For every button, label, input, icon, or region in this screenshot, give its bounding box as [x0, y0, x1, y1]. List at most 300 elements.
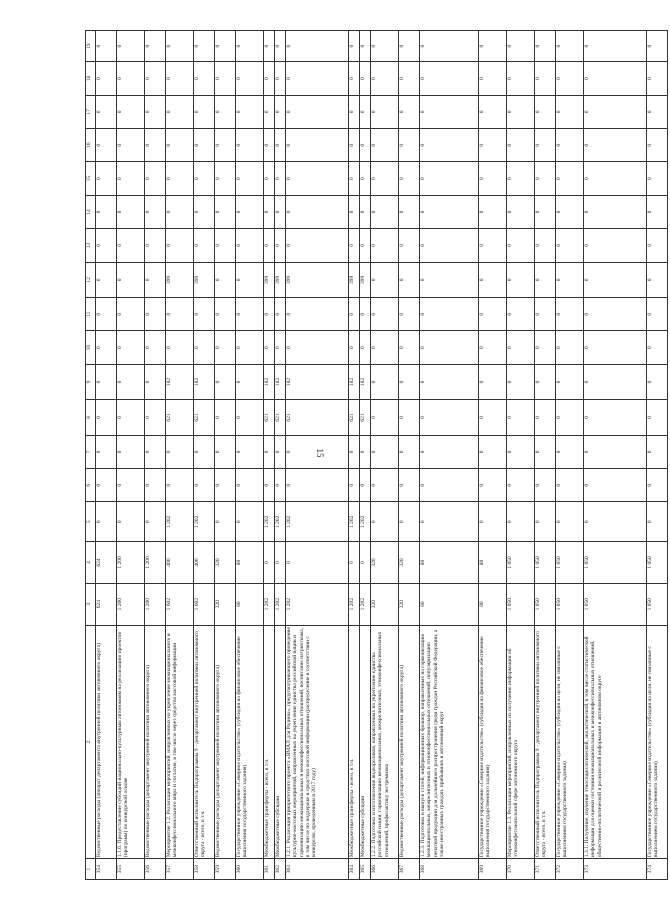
value-cell: 0 — [584, 229, 647, 262]
value-cell: 0 — [349, 435, 360, 468]
value-cell: 0 — [371, 298, 399, 331]
value-cell: 0 — [286, 298, 349, 331]
value-cell: 0 — [556, 364, 584, 399]
header-row — [86, 31, 96, 880]
row-description: Государственное учреждение «Северное издательство» (субсидия на цели, не связанные с выполнением государственного задания) — [647, 625, 668, 859]
value-cell: 0 — [507, 262, 535, 297]
value-cell: 0 — [371, 162, 399, 195]
value-cell: 0 — [371, 62, 399, 95]
value-cell: 0 — [507, 400, 535, 435]
value-cell: 0 — [96, 331, 117, 364]
value-cell: 0 — [535, 364, 556, 399]
value-cell: 0 — [215, 95, 236, 128]
value-cell: 0 — [166, 229, 194, 262]
value-cell: 0 — [556, 262, 584, 297]
value-cell: 182 — [194, 364, 215, 399]
value-cell: 0 — [479, 435, 507, 468]
table-row — [236, 31, 264, 880]
value-cell: 0 — [360, 62, 371, 95]
value-cell: 0 — [275, 95, 286, 128]
value-cell: 0 — [117, 31, 145, 62]
value-cell: 0 — [507, 364, 535, 399]
value-cell: 1 602 — [166, 583, 194, 625]
value-cell: 80 — [236, 542, 264, 584]
row-number: 369 — [479, 859, 507, 880]
value-cell: 0 — [479, 62, 507, 95]
value-cell: 0 — [399, 502, 420, 542]
value-cell: 0 — [371, 262, 399, 297]
value-cell: 0 — [647, 95, 668, 128]
value-cell: 0 — [507, 331, 535, 364]
value-cell: 0 — [117, 364, 145, 399]
value-cell: 0 — [166, 195, 194, 228]
column-header: 17 — [86, 95, 96, 128]
value-cell: 0 — [399, 62, 420, 95]
value-cell: 80 — [479, 583, 507, 625]
value-cell: 0 — [264, 542, 275, 584]
budget-table — [85, 30, 668, 880]
row-number: 370 — [507, 859, 535, 880]
value-cell: 0 — [349, 129, 360, 162]
value-cell: 0 — [584, 129, 647, 162]
value-cell: 400 — [194, 542, 215, 584]
value-cell: 0 — [236, 62, 264, 95]
value-cell: 0 — [479, 262, 507, 297]
value-cell: 0 — [371, 364, 399, 399]
value-cell: 0 — [145, 298, 166, 331]
value-cell: 0 — [647, 298, 668, 331]
value-cell: 0 — [535, 62, 556, 95]
value-cell: 0 — [360, 435, 371, 468]
value-cell: 0 — [420, 364, 479, 399]
value-cell: 182 — [286, 364, 349, 399]
value-cell: 0 — [236, 129, 264, 162]
value-cell: 0 — [236, 502, 264, 542]
row-description: Межбюджетные трансферты - всего, в т.ч. — [349, 625, 360, 859]
value-cell: 1 050 — [647, 583, 668, 625]
value-cell: 1 200 — [117, 542, 145, 584]
value-cell: 0 — [145, 195, 166, 228]
value-cell: 0 — [420, 229, 479, 262]
row-description: 1.3.1. Получение, изучение этносоциологической, аналитической, в том числе статистической информации для оценки состояния межнациональных и межконфессиональных отношений, общественно-политической и религиозной информации в автономном округе — [584, 625, 647, 859]
row-description: Ведомственные расходы (аппарат департамента внутренней политики автономного округа) — [96, 625, 117, 859]
value-cell: 0 — [584, 95, 647, 128]
value-cell: 621 — [275, 400, 286, 435]
value-cell: 0 — [647, 162, 668, 195]
value-cell: 0 — [349, 195, 360, 228]
value-cell: 0 — [349, 469, 360, 502]
table-row — [166, 31, 194, 880]
value-cell: 0 — [360, 31, 371, 62]
value-cell: 0 — [535, 31, 556, 62]
value-cell: 0 — [556, 331, 584, 364]
value-cell: 0 — [399, 262, 420, 297]
value-cell: 0 — [360, 95, 371, 128]
value-cell: 0 — [371, 31, 399, 62]
value-cell: 1 202 — [264, 583, 275, 625]
table-row — [117, 31, 145, 880]
value-cell: 0 — [236, 162, 264, 195]
value-cell: 1 050 — [584, 542, 647, 584]
value-cell: 0 — [145, 31, 166, 62]
value-cell: 1 050 — [507, 583, 535, 625]
value-cell: 0 — [399, 129, 420, 162]
value-cell: 399 — [264, 262, 275, 297]
value-cell: 0 — [556, 162, 584, 195]
value-cell: 0 — [166, 331, 194, 364]
table-row — [264, 31, 275, 880]
value-cell: 320 — [371, 583, 399, 625]
value-cell: 0 — [145, 162, 166, 195]
value-cell: 320 — [399, 542, 420, 584]
value-cell: 0 — [275, 62, 286, 95]
column-header: 15 — [86, 162, 96, 195]
value-cell: 1 202 — [349, 583, 360, 625]
value-cell: 0 — [264, 195, 275, 228]
row-description: Ведомственные расходы (департамент внутренней политики автономного округа) — [215, 625, 236, 859]
value-cell: 1 050 — [647, 542, 668, 584]
value-cell: 0 — [215, 229, 236, 262]
value-cell: 0 — [236, 400, 264, 435]
value-cell: 0 — [360, 195, 371, 228]
value-cell: 0 — [349, 162, 360, 195]
value-cell: 0 — [286, 229, 349, 262]
value-cell: 0 — [371, 95, 399, 128]
value-cell: 0 — [371, 195, 399, 228]
value-cell: 0 — [647, 331, 668, 364]
value-cell: 0 — [535, 229, 556, 262]
value-cell: 0 — [371, 331, 399, 364]
value-cell: 0 — [535, 469, 556, 502]
table-row — [215, 31, 236, 880]
value-cell: 0 — [166, 95, 194, 128]
table-row — [556, 31, 584, 880]
value-cell: 0 — [117, 262, 145, 297]
value-cell: 0 — [420, 400, 479, 435]
value-cell: 1 602 — [194, 583, 215, 625]
value-cell: 0 — [371, 435, 399, 468]
column-header: 18 — [86, 62, 96, 95]
value-cell: 0 — [371, 502, 399, 542]
value-cell: 0 — [399, 229, 420, 262]
value-cell: 0 — [236, 364, 264, 399]
row-description: Государственное учреждение «Северное издательство» (субсидия на финансовое обеспечение выполнения государственного задания) — [236, 625, 264, 859]
value-cell: 182 — [349, 364, 360, 399]
value-cell: 0 — [584, 502, 647, 542]
value-cell: 0 — [556, 195, 584, 228]
value-cell: 0 — [535, 435, 556, 468]
value-cell: 1 050 — [556, 542, 584, 584]
row-number: 362 — [275, 859, 286, 880]
row-number: 363 — [286, 859, 349, 880]
value-cell: 320 — [371, 542, 399, 584]
value-cell: 182 — [166, 364, 194, 399]
value-cell: 621 — [166, 400, 194, 435]
table-row — [145, 31, 166, 880]
value-cell: 0 — [275, 195, 286, 228]
value-cell: 0 — [194, 129, 215, 162]
value-cell: 0 — [275, 542, 286, 584]
value-cell: 0 — [145, 331, 166, 364]
value-cell: 0 — [117, 400, 145, 435]
value-cell: 0 — [371, 469, 399, 502]
value-cell: 0 — [275, 435, 286, 468]
value-cell: 0 — [399, 435, 420, 468]
value-cell: 0 — [349, 331, 360, 364]
row-number: 359 — [215, 859, 236, 880]
value-cell: 0 — [194, 435, 215, 468]
value-cell: 0 — [647, 229, 668, 262]
row-number: 361 — [264, 859, 275, 880]
value-cell: 0 — [647, 62, 668, 95]
value-cell: 1 050 — [535, 542, 556, 584]
value-cell: 0 — [145, 95, 166, 128]
value-cell: 1 200 — [145, 583, 166, 625]
row-description: Межбюджетные субсидии — [275, 625, 286, 859]
value-cell: 1 050 — [556, 583, 584, 625]
value-cell: 0 — [507, 95, 535, 128]
table-row — [371, 31, 399, 880]
value-cell: 182 — [360, 364, 371, 399]
column-header: 4 — [86, 542, 96, 584]
value-cell: 0 — [584, 62, 647, 95]
value-cell: 0 — [236, 31, 264, 62]
value-cell: 0 — [215, 400, 236, 435]
value-cell: 0 — [275, 331, 286, 364]
value-cell: 0 — [420, 298, 479, 331]
value-cell: 0 — [420, 502, 479, 542]
row-number: 367 — [399, 859, 420, 880]
value-cell: 0 — [117, 502, 145, 542]
value-cell: 0 — [236, 331, 264, 364]
value-cell: 0 — [194, 31, 215, 62]
value-cell: 624 — [96, 542, 117, 584]
value-cell: 0 — [236, 435, 264, 468]
value-cell: 0 — [420, 195, 479, 228]
value-cell: 0 — [399, 95, 420, 128]
value-cell: 0 — [556, 502, 584, 542]
value-cell: 399 — [360, 262, 371, 297]
value-cell: 0 — [194, 195, 215, 228]
value-cell: 0 — [264, 298, 275, 331]
table-row — [479, 31, 507, 880]
value-cell: 0 — [145, 229, 166, 262]
value-cell: 0 — [535, 195, 556, 228]
value-cell: 0 — [556, 298, 584, 331]
value-cell: 0 — [264, 469, 275, 502]
value-cell: 0 — [535, 95, 556, 128]
row-description: Государственное учреждение «Северное издательство» (субсидия на цели, не связанные с выполнением государственного задания) — [556, 625, 584, 859]
value-cell: 1 050 — [507, 542, 535, 584]
value-cell: 0 — [117, 435, 145, 468]
value-cell: 0 — [420, 262, 479, 297]
value-cell: 400 — [166, 542, 194, 584]
value-cell: 182 — [264, 364, 275, 399]
row-description: Межбюджетные трансферты - всего, в т.ч. — [264, 625, 275, 859]
value-cell: 0 — [286, 195, 349, 228]
value-cell: 0 — [647, 31, 668, 62]
value-cell: 0 — [286, 331, 349, 364]
value-cell: 80 — [236, 583, 264, 625]
value-cell: 0 — [194, 62, 215, 95]
table-row — [194, 31, 215, 880]
column-header: 12 — [86, 262, 96, 297]
value-cell: 0 — [286, 31, 349, 62]
value-cell: 320 — [215, 583, 236, 625]
value-cell: 0 — [535, 400, 556, 435]
value-cell: 0 — [507, 62, 535, 95]
value-cell: 0 — [479, 331, 507, 364]
value-cell: 399 — [349, 262, 360, 297]
value-cell: 0 — [556, 95, 584, 128]
value-cell: 0 — [360, 162, 371, 195]
value-cell: 0 — [215, 502, 236, 542]
value-cell: 0 — [507, 435, 535, 468]
value-cell: 0 — [420, 331, 479, 364]
value-cell: 0 — [194, 469, 215, 502]
value-cell: 0 — [647, 364, 668, 399]
table-body — [96, 31, 668, 880]
column-header: 11 — [86, 298, 96, 331]
value-cell: 0 — [399, 469, 420, 502]
column-header: 6 — [86, 469, 96, 502]
value-cell: 0 — [286, 469, 349, 502]
value-cell: 0 — [399, 364, 420, 399]
value-cell: 0 — [236, 469, 264, 502]
value-cell: 1 202 — [275, 502, 286, 542]
value-cell: 0 — [166, 435, 194, 468]
column-header: 13 — [86, 229, 96, 262]
value-cell: 0 — [215, 129, 236, 162]
row-description: Ответственный исполнитель Подпрограммы 9 - департамент внутренней политики автономного округа - всего, в т.ч. — [535, 625, 556, 859]
value-cell: 0 — [507, 129, 535, 162]
value-cell: 1 202 — [166, 502, 194, 542]
value-cell: 0 — [236, 195, 264, 228]
value-cell: 0 — [215, 162, 236, 195]
value-cell: 0 — [360, 298, 371, 331]
row-description: Межбюджетные субсидии — [360, 625, 371, 859]
value-cell: 0 — [420, 162, 479, 195]
row-description: 1.2.1. Реализация приоритетного проекта «ЯМАЛ для Родины», предусматривающего проведение культурно-массовых мероприятий, направленных на укрепление единства российской нации и гармонизацию межнациональных и межконфессиональных отношений, воспитание патриотизма, в том числе по поддержке в средствах массовой информации (распределение в соответствии с конкурсом, проведенным в 2017 году) — [286, 625, 349, 859]
value-cell: 0 — [349, 229, 360, 262]
value-cell: 0 — [275, 129, 286, 162]
value-cell: 0 — [166, 469, 194, 502]
value-cell: 0 — [535, 129, 556, 162]
column-header: 5 — [86, 502, 96, 542]
value-cell: 624 — [96, 583, 117, 625]
value-cell: 0 — [215, 262, 236, 297]
value-cell: 0 — [399, 162, 420, 195]
row-description: Мероприятие 1.3. Реализация мероприятий, направленных на получение информации об этноконфессиональной сфере автономного округа — [507, 625, 535, 859]
value-cell: 0 — [507, 298, 535, 331]
value-cell: 0 — [215, 331, 236, 364]
value-cell: 0 — [556, 31, 584, 62]
value-cell: 0 — [371, 229, 399, 262]
value-cell: 0 — [420, 435, 479, 468]
value-cell: 0 — [117, 195, 145, 228]
value-cell: 0 — [215, 364, 236, 399]
value-cell: 0 — [117, 129, 145, 162]
value-cell: 0 — [117, 229, 145, 262]
value-cell: 0 — [236, 262, 264, 297]
value-cell: 0 — [264, 229, 275, 262]
value-cell: 320 — [215, 542, 236, 584]
value-cell: 0 — [507, 502, 535, 542]
value-cell: 0 — [507, 31, 535, 62]
value-cell: 0 — [166, 31, 194, 62]
row-number: 358 — [194, 859, 215, 880]
value-cell: 0 — [145, 62, 166, 95]
value-cell: 0 — [420, 129, 479, 162]
value-cell: 0 — [264, 129, 275, 162]
value-cell: 0 — [145, 262, 166, 297]
value-cell: 320 — [399, 583, 420, 625]
value-cell: 0 — [360, 469, 371, 502]
page-number: 15 — [315, 448, 325, 458]
value-cell: 0 — [286, 62, 349, 95]
value-cell: 0 — [264, 162, 275, 195]
value-cell: 0 — [194, 229, 215, 262]
value-cell: 0 — [647, 469, 668, 502]
value-cell: 0 — [215, 62, 236, 95]
value-cell: 0 — [349, 298, 360, 331]
value-cell: 0 — [360, 542, 371, 584]
value-cell: 0 — [194, 95, 215, 128]
row-number: 366 — [371, 859, 399, 880]
value-cell: 0 — [535, 502, 556, 542]
value-cell: 0 — [166, 62, 194, 95]
column-header: 8 — [86, 400, 96, 435]
value-cell: 0 — [479, 229, 507, 262]
value-cell: 0 — [145, 502, 166, 542]
value-cell: 0 — [420, 469, 479, 502]
value-cell: 0 — [117, 331, 145, 364]
value-cell: 0 — [96, 62, 117, 95]
value-cell: 0 — [117, 298, 145, 331]
value-cell: 0 — [215, 298, 236, 331]
row-number: 364 — [349, 859, 360, 880]
value-cell: 0 — [507, 229, 535, 262]
value-cell: 0 — [166, 129, 194, 162]
table-row — [286, 31, 349, 880]
value-cell: 0 — [399, 195, 420, 228]
table-row — [275, 31, 286, 880]
value-cell: 0 — [399, 400, 420, 435]
value-cell: 1 202 — [349, 502, 360, 542]
value-cell: 0 — [275, 162, 286, 195]
value-cell: 1 202 — [286, 583, 349, 625]
value-cell: 0 — [275, 298, 286, 331]
value-cell: 0 — [286, 129, 349, 162]
value-cell: 1 202 — [286, 502, 349, 542]
value-cell: 0 — [360, 129, 371, 162]
value-cell: 0 — [117, 162, 145, 195]
value-cell: 0 — [360, 229, 371, 262]
value-cell: 0 — [96, 129, 117, 162]
value-cell: 0 — [96, 298, 117, 331]
value-cell: 0 — [96, 364, 117, 399]
value-cell: 80 — [420, 583, 479, 625]
value-cell: 399 — [286, 262, 349, 297]
value-cell: 0 — [275, 229, 286, 262]
value-cell: 0 — [479, 31, 507, 62]
value-cell: 0 — [96, 435, 117, 468]
value-cell: 0 — [647, 195, 668, 228]
value-cell: 0 — [647, 400, 668, 435]
value-cell: 0 — [584, 31, 647, 62]
row-number: 354 — [96, 859, 117, 880]
value-cell: 0 — [215, 469, 236, 502]
